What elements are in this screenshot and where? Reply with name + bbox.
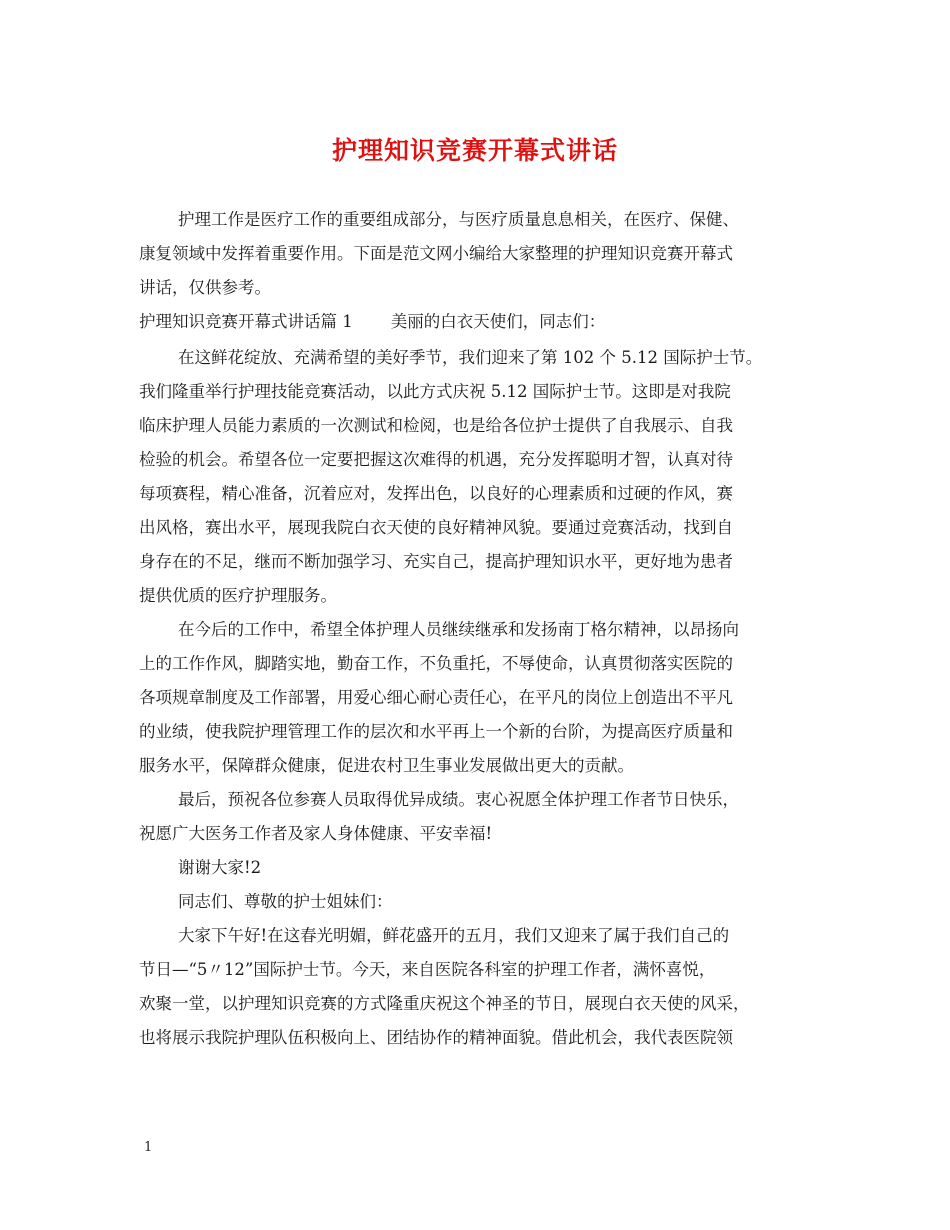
paragraph-line: 在这鲜花绽放、充满希望的美好季节，我们迎来了第 102 个 5.12 国际护士节。 [178, 348, 763, 367]
paragraph-line: 检验的机会。希望各位一定要把握这次难得的机遇，充分发挥聪明才智，认真对待 [139, 450, 733, 469]
paragraph-line: 上的工作作风，脚踏实地，勤奋工作，不负重托，不辱使命，认真贯彻落实医院的 [139, 654, 733, 673]
paragraph-line: 我们隆重举行护理技能竞赛活动，以此方式庆祝 5.12 国际护士节。这即是对我院 [139, 382, 731, 401]
paragraph-line: 大家下午好!在这春光明媚，鲜花盛开的五月，我们又迎来了属于我们自己的 [178, 926, 730, 945]
paragraph-line: 祝愿广大医务工作者及家人身体健康、平安幸福! [139, 824, 493, 843]
paragraph-line: 在今后的工作中，希望全体护理人员继续继承和发扬南丁格尔精神，以昂扬向 [178, 620, 739, 639]
page-number: 1 [144, 1140, 153, 1155]
paragraph-line: 同志们、尊敬的护士姐妹们： [178, 892, 393, 911]
paragraph-line: 最后，预祝各位参赛人员取得优异成绩。衷心祝愿全体护理工作者节日快乐， [178, 790, 739, 809]
paragraph-line: 节日—“5〃12”国际护士节。今天，来自医院各科室的护理工作者，满怀喜悦， [139, 960, 716, 979]
section-heading-line [139, 312, 605, 332]
paragraph-line: 讲话，仅供参考。 [139, 278, 271, 297]
paragraph-line: 每项赛程，精心准备，沉着应对，发挥出色，以良好的心理素质和过硬的作风，赛 [139, 484, 733, 503]
paragraph-line: 谢谢大家!2 [178, 858, 262, 877]
paragraph-line: 也将展示我院护理队伍积极向上、团结协作的精神面貌。借此机会，我代表医院领 [139, 1028, 733, 1047]
paragraph-line: 各项规章制度及工作部署，用爱心细心耐心责任心，在平凡的岗位上创造出不平凡 [139, 688, 733, 707]
section-heading: 护理知识竞赛开幕式讲话篇 1 [139, 312, 353, 331]
paragraph-line: 的业绩，使我院护理管理工作的层次和水平再上一个新的台阶，为提高医疗质量和 [139, 722, 733, 741]
document-title: 护理知识竞赛开幕式讲话 [331, 136, 618, 165]
paragraph-line: 欢聚一堂，以护理知识竞赛的方式隆重庆祝这个神圣的节日，展现白衣天使的风采， [139, 994, 750, 1013]
paragraph-line: 身存在的不足，继而不断加强学习、充实自己，提高护理知识水平，更好地为患者 [139, 552, 733, 571]
paragraph-line: 护理工作是医疗工作的重要组成部分，与医疗质量息息相关，在医疗、保健、 [178, 210, 739, 229]
paragraph-line: 服务水平，保障群众健康，促进农村卫生事业发展做出更大的贡献。 [139, 756, 634, 775]
paragraph-line: 康复领域中发挥着重要作用。下面是范文网小编给大家整理的护理知识竞赛开幕式 [139, 244, 733, 263]
section-greeting: 美丽的白衣天使们，同志们： [390, 312, 606, 331]
paragraph-line: 提供优质的医疗护理服务。 [139, 586, 337, 605]
paragraph-line: 临床护理人员能力素质的一次测试和检阅，也是给各位护士提供了自我展示、自我 [139, 416, 733, 435]
paragraph-line: 出风格，赛出水平，展现我院白衣天使的良好精神风貌。要通过竞赛活动，找到自 [139, 518, 733, 537]
